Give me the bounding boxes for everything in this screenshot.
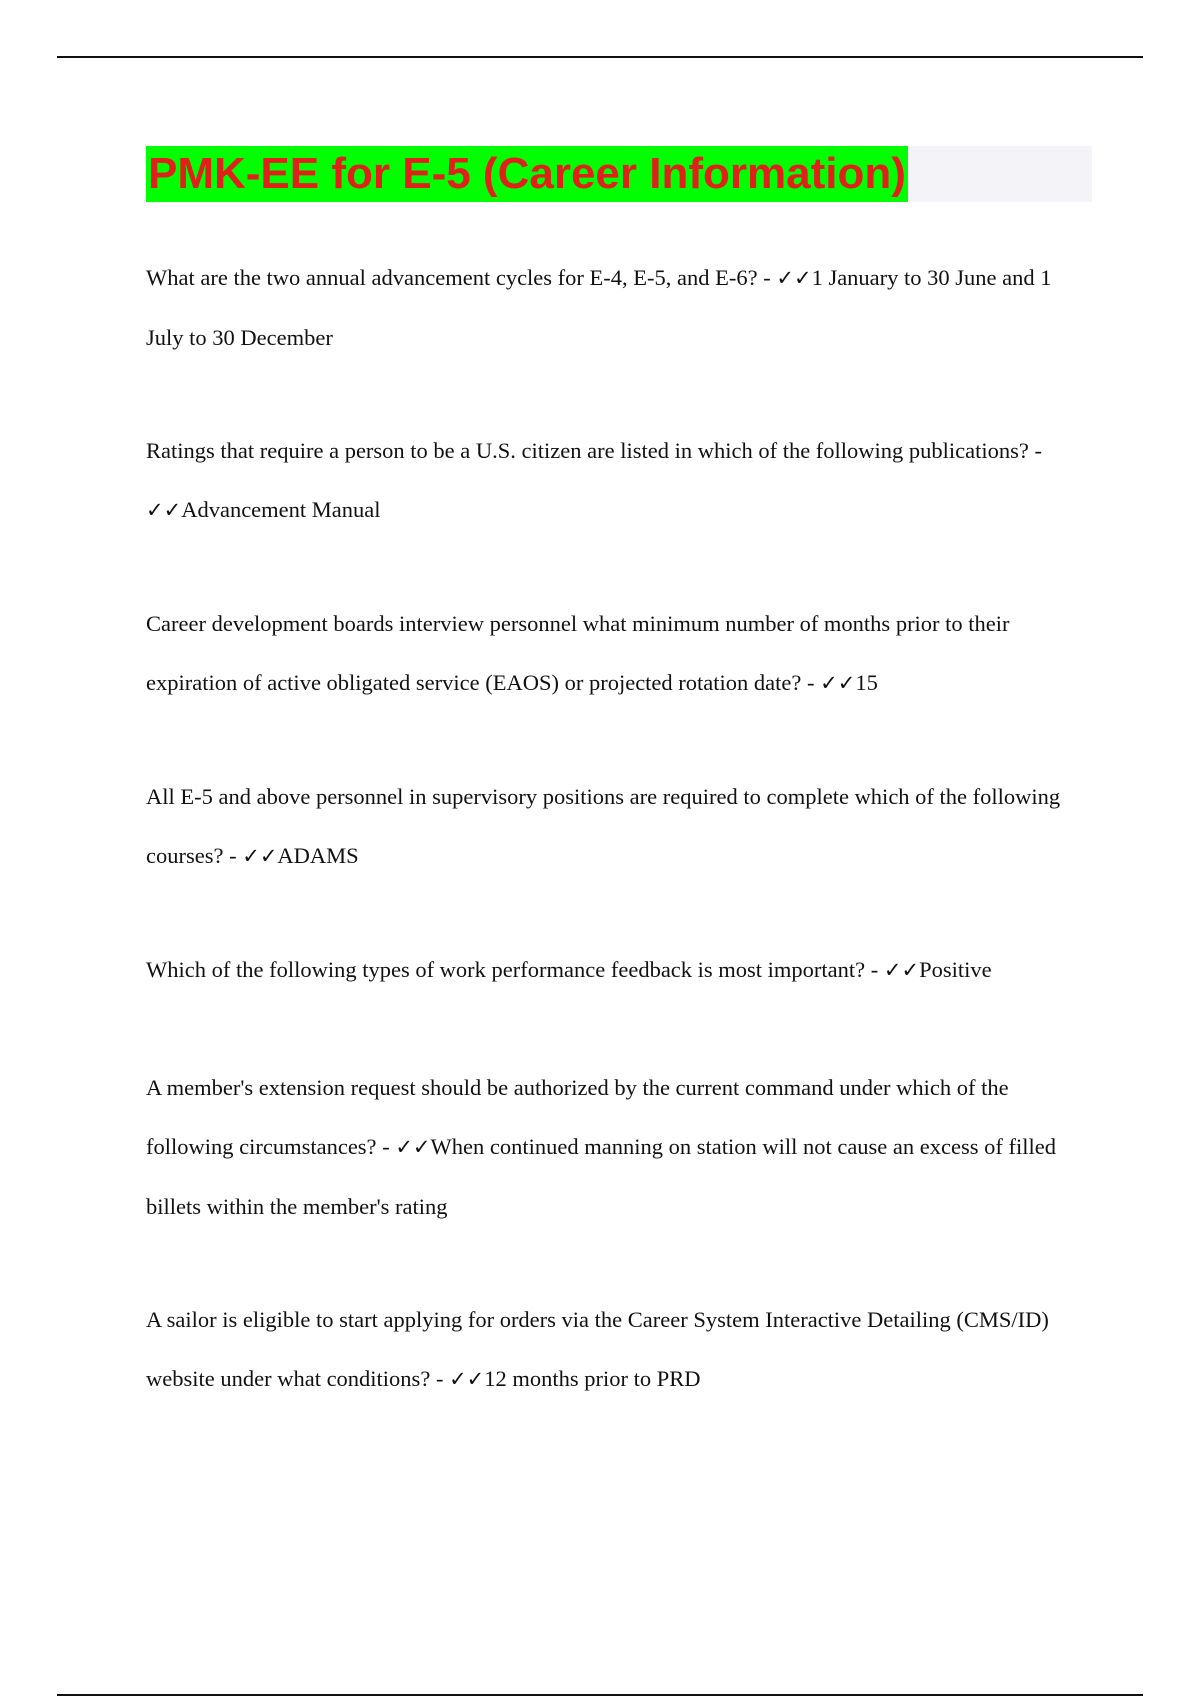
question-text: Career development boards interview personnel what minimum number of months prior to their expiration of active obligated service (EAOS) or projected rotation date?: [146, 611, 1010, 695]
answer-text: When continued manning on station will not cause an excess of filled billets within the member's rating: [146, 1134, 1056, 1219]
check-mark-icon: ✓✓: [820, 671, 856, 695]
bottom-rule: [57, 1694, 1143, 1696]
separator: -: [376, 1134, 396, 1159]
separator: -: [865, 957, 884, 982]
question-text: All E-5 and above personnel in supervisory positions are required to complete which of the following courses?: [146, 784, 1061, 868]
separator: -: [223, 843, 243, 868]
separator: -: [430, 1366, 450, 1391]
qa-item: [146, 248, 1086, 367]
qa-item: [146, 940, 1086, 1000]
check-mark-icon: ✓✓: [146, 498, 182, 522]
question-text: A member's extension request should be authorized by the current command under which of the following circumstances?: [146, 1075, 1009, 1159]
check-mark-icon: ✓✓: [395, 1135, 431, 1159]
title-block: [146, 146, 1092, 202]
question-text: Ratings that require a person to be a U.S. citizen are listed in which of the following publications?: [146, 438, 1029, 463]
separator: -: [757, 265, 777, 290]
question-text: Which of the following types of work performance feedback is most important?: [146, 957, 866, 982]
answer-text: Positive: [919, 957, 992, 982]
qa-item: [146, 421, 1086, 540]
answer-text: 1 January to 30 June and 1 July to 30 December: [146, 265, 1052, 350]
check-mark-icon: ✓✓: [242, 844, 278, 868]
separator: -: [1028, 438, 1043, 463]
check-mark-icon: ✓✓: [883, 958, 920, 982]
qa-list: [146, 248, 1086, 1463]
qa-item: [146, 594, 1086, 713]
answer-text: Advancement Manual: [181, 497, 381, 522]
answer-text: 15: [855, 670, 878, 695]
qa-item: [146, 767, 1086, 886]
qa-item: [146, 1290, 1086, 1409]
separator: -: [801, 670, 821, 695]
question-text: A sailor is eligible to start applying for orders via the Career System Interactive Detailing (CMS/ID) website under what conditions?: [146, 1307, 1049, 1391]
check-mark-icon: ✓✓: [449, 1367, 485, 1391]
question-text: What are the two annual advancement cycles for E-4, E-5, and E-6?: [146, 265, 758, 290]
answer-text: 12 months prior to PRD: [484, 1366, 701, 1391]
answer-text: ADAMS: [277, 843, 359, 868]
top-rule: [57, 56, 1143, 58]
check-mark-icon: ✓✓: [776, 266, 812, 290]
qa-item: [146, 1058, 1086, 1236]
document-title: PMK-EE for E-5 (Career Information): [146, 146, 908, 202]
